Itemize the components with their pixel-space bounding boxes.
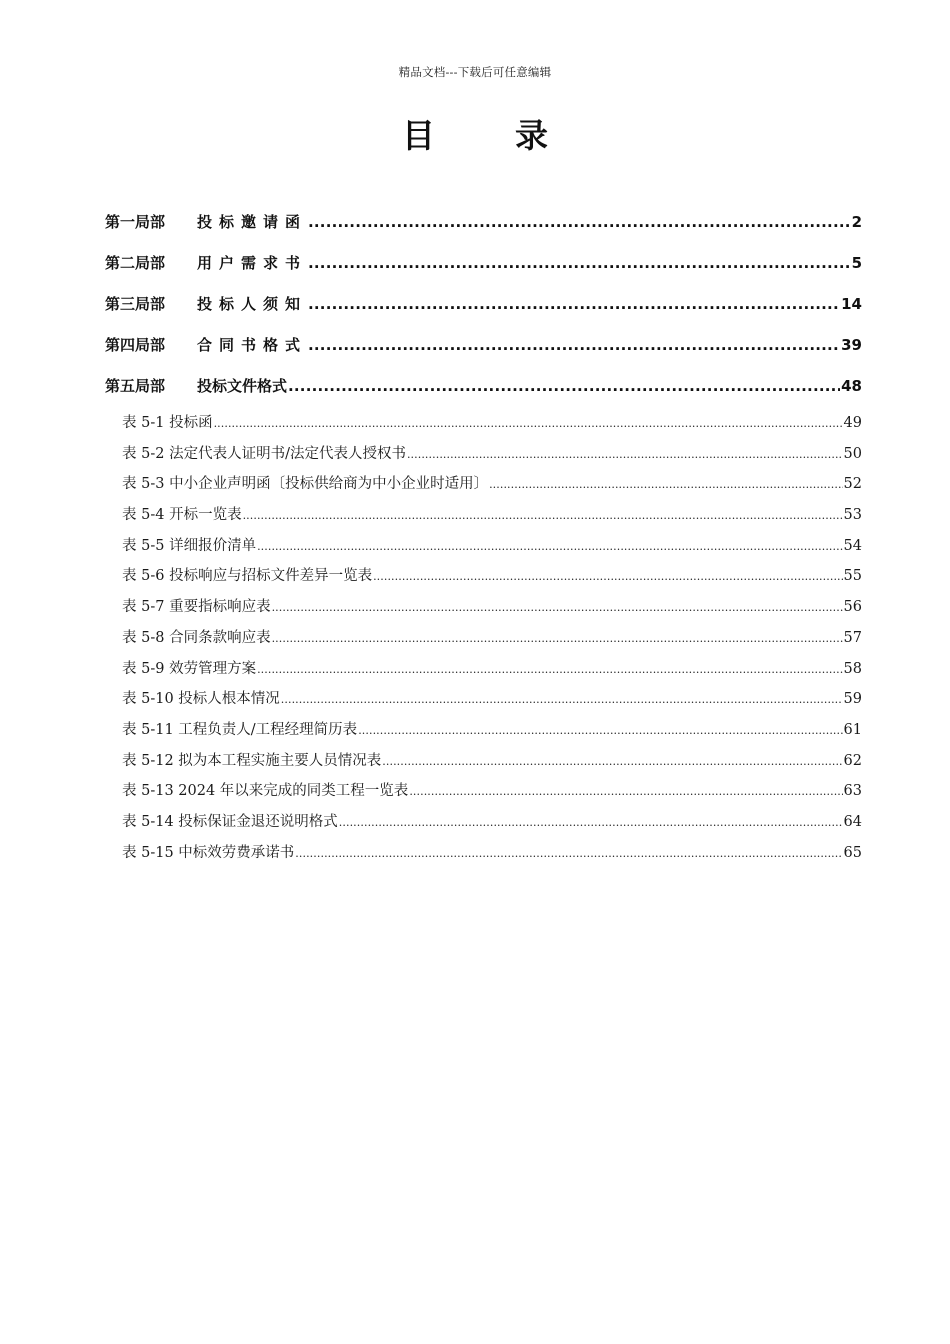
toc-form-title: 表 5-2 法定代表人证明书/法定代表人授权书 <box>122 445 406 462</box>
page-title <box>0 116 950 156</box>
toc-page-number: 63 <box>843 783 862 800</box>
dot-leader <box>295 844 842 864</box>
toc-form-title: 表 5-8 合同条款响应表 <box>122 629 271 646</box>
toc-part-title: 用户需求书 <box>197 254 308 272</box>
toc-page-number: 54 <box>843 537 862 554</box>
toc-form-title: 表 5-7 重要指标响应表 <box>122 599 271 616</box>
toc-page-number: 52 <box>843 476 862 493</box>
toc-entry-form-14[interactable] <box>122 812 862 843</box>
dot-leader <box>257 537 842 557</box>
toc-form-title: 表 5-6 投标响应与招标文件差异一览表 <box>122 568 373 585</box>
toc-form-title: 表 5-11 工程负责人/工程经理简历表 <box>122 721 358 738</box>
toc-forms <box>105 413 862 873</box>
toc-part-title: 投标文件格式 <box>197 377 288 395</box>
toc-page-number: 2 <box>851 213 862 231</box>
toc-part-number: 第二局部 <box>105 254 166 272</box>
dot-leader <box>281 690 843 710</box>
toc-entry-part-1[interactable] <box>105 208 862 249</box>
toc-entry-part-3[interactable] <box>105 290 862 331</box>
toc-page-number: 64 <box>843 813 862 830</box>
toc-entry-form-2[interactable] <box>122 444 862 475</box>
toc-part-number: 第四局部 <box>105 336 166 354</box>
toc-entry-form-13[interactable] <box>122 781 862 812</box>
toc-entry-form-8[interactable] <box>122 628 862 659</box>
toc-page-number: 65 <box>843 844 862 861</box>
dot-leader <box>243 506 843 526</box>
toc-entry-form-3[interactable] <box>122 474 862 505</box>
title-char-1: 目 <box>402 116 435 155</box>
toc-form-title: 表 5-12 拟为本工程实施主要人员情况表 <box>122 752 382 769</box>
toc-page-number: 39 <box>841 336 862 354</box>
dot-leader <box>308 331 840 360</box>
toc-entry-part-4[interactable] <box>105 331 862 372</box>
toc-entry-form-4[interactable] <box>122 505 862 536</box>
toc-page-number: 50 <box>843 445 862 462</box>
dot-leader <box>257 660 842 680</box>
page-header-note: 精品文档---下载后可任意编辑 <box>398 65 552 79</box>
toc-page-number: 53 <box>843 507 862 524</box>
dot-leader <box>382 752 842 772</box>
dot-leader <box>407 445 843 465</box>
dot-leader <box>308 208 851 237</box>
toc-page-number: 56 <box>843 599 862 616</box>
dot-leader <box>373 567 842 587</box>
toc-page-number: 55 <box>843 568 862 585</box>
toc-page-number: 48 <box>841 377 862 395</box>
toc-page-number: 57 <box>843 629 862 646</box>
dot-leader <box>308 249 851 278</box>
toc-form-title: 表 5-15 中标效劳费承诺书 <box>122 844 295 861</box>
table-of-contents <box>105 208 862 873</box>
toc-entry-form-10[interactable] <box>122 689 862 720</box>
toc-page-number: 62 <box>843 752 862 769</box>
toc-entry-part-2[interactable] <box>105 249 862 290</box>
toc-entry-form-1[interactable] <box>122 413 862 444</box>
dot-leader <box>308 290 840 319</box>
toc-form-title: 表 5-3 中小企业声明函〔投标供给商为中小企业时适用〕 <box>122 476 489 493</box>
toc-form-title: 表 5-5 详细报价清单 <box>122 537 257 554</box>
dot-leader <box>489 475 842 495</box>
toc-part-title: 投标邀请函 <box>197 213 308 231</box>
toc-form-title: 表 5-9 效劳管理方案 <box>122 660 257 677</box>
toc-part-title: 合同书格式 <box>197 336 308 354</box>
dot-leader <box>272 598 843 618</box>
toc-entry-form-6[interactable] <box>122 566 862 597</box>
toc-entry-form-11[interactable] <box>122 720 862 751</box>
toc-part-number: 第五局部 <box>105 377 166 395</box>
toc-form-title: 表 5-10 投标人根本情况 <box>122 691 280 708</box>
toc-page-number: 14 <box>841 295 862 313</box>
dot-leader <box>288 372 840 401</box>
toc-entry-form-7[interactable] <box>122 597 862 628</box>
dot-leader <box>409 782 842 802</box>
toc-part-number: 第三局部 <box>105 295 166 313</box>
toc-entry-part-5[interactable] <box>105 372 862 413</box>
toc-page-number: 61 <box>843 721 862 738</box>
toc-entry-form-15[interactable] <box>122 843 862 874</box>
dot-leader <box>339 813 843 833</box>
dot-leader <box>272 629 843 649</box>
dot-leader <box>358 721 842 741</box>
toc-form-title: 表 5-13 2024 年以来完成的同类工程一览表 <box>122 783 409 800</box>
dot-leader <box>214 414 843 434</box>
toc-entry-form-12[interactable] <box>122 751 862 782</box>
toc-part-number: 第一局部 <box>105 213 166 231</box>
toc-form-title: 表 5-1 投标函 <box>122 415 213 431</box>
toc-page-number: 58 <box>843 660 862 677</box>
toc-form-title: 表 5-14 投标保证金退还说明格式 <box>122 813 338 830</box>
toc-parts <box>105 208 862 413</box>
toc-page-number: 5 <box>851 254 862 272</box>
toc-form-title: 表 5-4 开标一览表 <box>122 507 242 524</box>
toc-entry-form-5[interactable] <box>122 536 862 567</box>
title-char-2: 录 <box>515 116 548 155</box>
toc-page-number: 49 <box>843 415 862 431</box>
toc-part-title: 投标人须知 <box>197 295 308 313</box>
toc-entry-form-9[interactable] <box>122 659 862 690</box>
toc-page-number: 59 <box>843 691 862 708</box>
